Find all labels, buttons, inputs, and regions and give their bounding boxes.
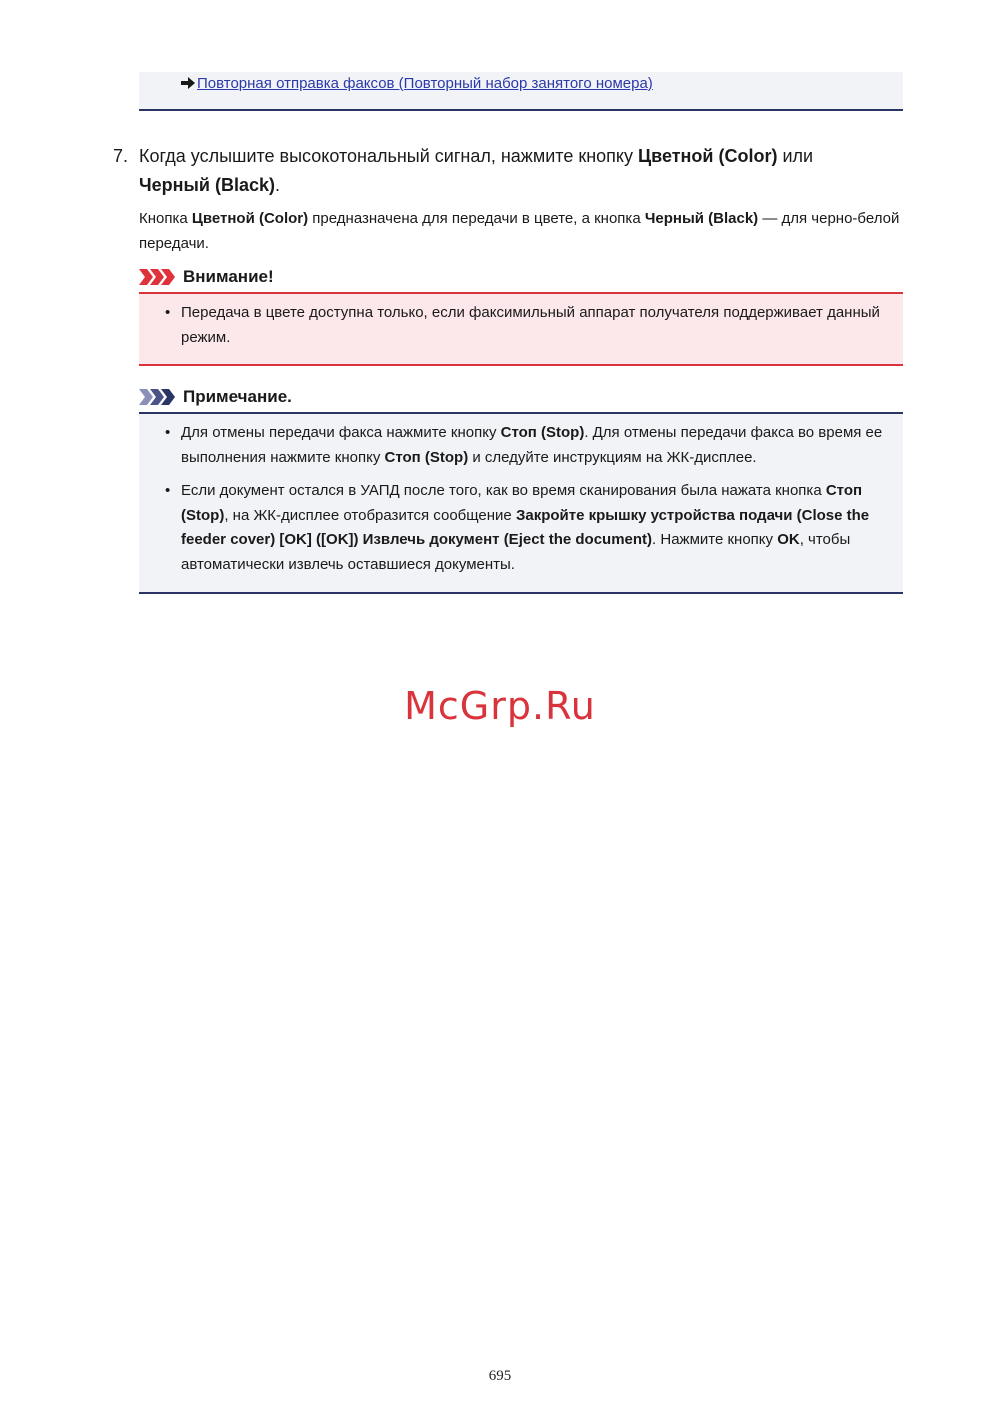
desc-text-part: Кнопка [139,210,192,227]
step-text-part: . [274,175,280,195]
list-item: • Передача в цвете доступна только, если факсимильный аппарат получателя поддерживает данный режим. [165,301,895,350]
note-text-part: . Нажмите кнопку [652,531,778,548]
desc-color-label: Цветной (Color) [191,210,309,227]
list-item [165,421,895,470]
note-text-part: , чтобы автоматически извлечь оставшиеся документы. [181,531,851,573]
step-number: 7. [113,146,129,166]
step-description [139,206,909,256]
color-button-label: Цветной (Color) [637,146,778,166]
related-link-box [139,72,903,111]
note-title: Примечание. [183,387,292,406]
warning-box [139,292,903,366]
note-text-part: и следуйте инструкциям на ЖК-дисплее. [468,448,757,466]
stop-button-label: Стоп (Stop) [500,424,585,441]
list-item [165,479,895,577]
ok-button-label: OK [777,531,800,548]
note-text-part: , на ЖК-дисплее отобразится сообщение [224,506,516,524]
desc-black-label: Черный (Black) [644,210,759,227]
step-text-part: или [777,146,814,166]
related-link-row [181,75,653,93]
desc-text-part: предназначена для передачи в цвете, а кнопка [308,210,645,227]
warning-heading [139,266,274,288]
watermark: McGrp.Ru [404,684,596,728]
stop-button-label: Стоп (Stop) [384,448,469,466]
step-instruction [139,142,909,200]
right-arrow-icon [181,77,195,89]
desc-text-part: — для черно-белой передачи. [139,210,900,252]
warning-title: Внимание! [183,267,274,286]
note-box [139,412,903,594]
note-chevrons-icon [139,389,177,405]
step-text-part: Когда услышите высокотональный сигнал, нажмите кнопку [139,146,638,166]
lcd-message: Закройте крышку устройства подачи (Close the feeder cover) [OK] ([OK]) Извлечь документ (Eject the document) [181,506,870,548]
redial-fax-link[interactable]: Повторная отправка факсов (Повторный набор занятого номера) [197,75,653,92]
note-text-part: . Для отмены передачи факса во время ее выполнения нажмите кнопку [181,424,883,466]
black-button-label: Черный (Black) [139,175,275,195]
note-heading [139,386,292,408]
note-list [165,421,895,586]
stop-button-label: Стоп (Stop) [181,482,863,524]
note-text-part: Если документ остался в УАПД после того, как во время сканирования была нажата кнопка [181,482,826,499]
warning-list [165,301,895,359]
note-text-part: Для отмены передачи факса нажмите кнопку [181,424,501,441]
page-number: 695 [488,1368,512,1384]
warning-chevrons-icon [139,269,177,285]
